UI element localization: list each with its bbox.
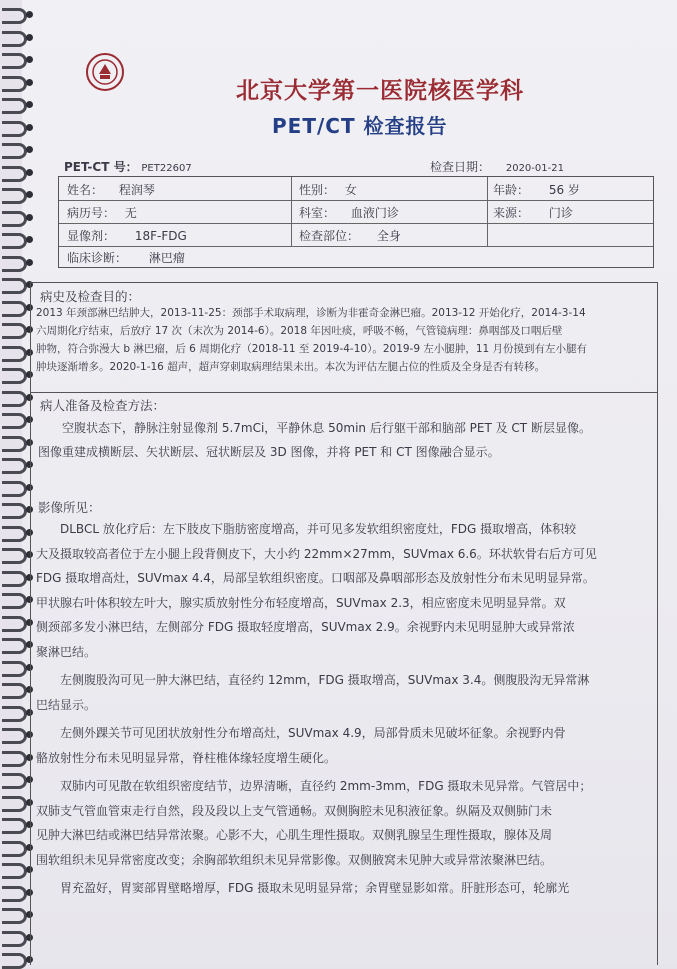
binding-ring bbox=[2, 796, 27, 812]
sex-value: 女 bbox=[344, 183, 357, 197]
binding-hole bbox=[26, 79, 33, 86]
site-label: 检查部位： bbox=[299, 229, 360, 243]
binding-hole bbox=[26, 11, 33, 18]
binding-ring bbox=[2, 31, 27, 47]
binding-ring bbox=[2, 863, 27, 879]
findings-line: 围软组织未见异常密度改变；余胸部软组织未见异常影像。双侧腋窝未见肿大或异常浓聚淋巴结。 bbox=[36, 852, 553, 867]
exam-date: 2020-01-21 bbox=[505, 163, 564, 174]
petct-number: PET22607 bbox=[141, 163, 192, 174]
binding-ring bbox=[2, 391, 27, 407]
binding-ring bbox=[2, 368, 27, 384]
record-field bbox=[67, 204, 137, 221]
binding-hole bbox=[26, 146, 33, 153]
source-field bbox=[493, 204, 573, 221]
binding-ring bbox=[2, 458, 27, 474]
binding-ring bbox=[2, 76, 27, 92]
binding-ring bbox=[2, 908, 27, 924]
history-line: 六周期化疗结束，后放疗 17 次（末次为 2014-6）。2018 年因吐痰，呼吸不畅，气管镜病理：鼻咽部及口咽后壁 bbox=[36, 325, 563, 337]
findings-line: 侧颈部多发小淋巴结，左侧部分 FDG 摄取轻度增高，SUVmax 2.9。余视野内未见明显肿大或异常浓 bbox=[36, 620, 575, 634]
diagnosis-label: 临床诊断： bbox=[67, 251, 128, 265]
binding-ring bbox=[2, 593, 27, 609]
binding-ring bbox=[2, 346, 27, 362]
age-field bbox=[493, 181, 580, 198]
binding-ring bbox=[2, 953, 27, 969]
history-line: 肿块逐渐增多。2020-1-16 超声，超声穿刺取病理结果未出。本次为评估左腿占位的性质及全身是否有转移。 bbox=[36, 361, 546, 373]
binding-ring bbox=[2, 166, 27, 182]
report-title: PET/CT 检查报告 bbox=[272, 114, 448, 138]
findings-line: 双肺支气管血管束走行自然，段及段以上支气管通畅。双侧胸腔未见积液征象。纵隔及双侧肺门未 bbox=[36, 803, 553, 818]
dept-label: 科室： bbox=[299, 206, 336, 220]
agent-label: 显像剂： bbox=[67, 229, 116, 243]
binding-ring bbox=[2, 98, 27, 114]
prep-text bbox=[38, 416, 591, 464]
petct-label: PET-CT 号： bbox=[64, 160, 138, 174]
binding-ring bbox=[2, 121, 27, 137]
site-field bbox=[299, 227, 401, 244]
findings-line: FDG 摄取增高灶，SUVmax 4.4，局部呈软组织密度。口咽部及鼻咽部形态及放射性分布未见明显异常。 bbox=[36, 571, 595, 585]
age-value: 56 岁 bbox=[548, 183, 580, 197]
binding-ring bbox=[2, 728, 27, 744]
record-value: 无 bbox=[124, 206, 137, 220]
binding-ring bbox=[2, 481, 27, 497]
findings-line: 左侧腹股沟可见一肿大淋巴结，直径约 12mm，FDG 摄取增高，SUVmax 3.4。侧腹股沟无异常淋 bbox=[60, 673, 590, 687]
diagnosis-value: 淋巴瘤 bbox=[148, 251, 185, 265]
binding-hole bbox=[26, 34, 33, 41]
institution-name: 北京大学第一医院核医学科 bbox=[236, 77, 524, 104]
record-label: 病历号： bbox=[67, 206, 116, 220]
binding-ring bbox=[2, 548, 27, 564]
binding-ring bbox=[2, 526, 27, 542]
prep-line: 空腹状态下，静脉注射显像剂 5.7mCi，平静休息 50min 后行躯干部和脑部 PET 及 CT 断层显像。 bbox=[62, 421, 591, 435]
binding-ring bbox=[2, 436, 27, 452]
findings-heading: 影像所见： bbox=[38, 500, 101, 515]
history-text bbox=[36, 304, 646, 376]
binding-ring bbox=[2, 706, 27, 722]
binding-ring bbox=[2, 278, 27, 294]
findings-line: 甲状腺右叶体积较左叶大，腺实质放射性分布轻度增高，SUVmax 2.3，相应密度未见明显异常。双 bbox=[36, 595, 566, 610]
binding-hole bbox=[26, 124, 33, 131]
binding-ring bbox=[2, 638, 27, 654]
prep-line: 图像重建成横断层、矢状断层、冠状断层及 3D 图像，并将 PET 和 CT 图像融合显示。 bbox=[38, 445, 500, 459]
exam-date-row bbox=[430, 158, 564, 175]
binding-ring bbox=[2, 931, 27, 947]
source-value: 门诊 bbox=[548, 206, 573, 220]
binding-ring bbox=[2, 53, 27, 69]
binding-ring bbox=[2, 301, 27, 317]
sex-field bbox=[299, 181, 357, 198]
binding-hole bbox=[26, 191, 33, 198]
binding-ring bbox=[2, 143, 27, 159]
name-label: 姓名： bbox=[67, 183, 104, 197]
findings-line: 左侧外踝关节可见团状放射性分布增高灶，SUVmax 4.9，局部骨质未见破坏征象。余视野内骨 bbox=[60, 726, 566, 740]
binding-ring bbox=[2, 751, 27, 767]
binding-ring bbox=[2, 886, 27, 902]
binding-ring bbox=[2, 503, 27, 519]
history-line: 肿物，符合弥漫大 b 淋巴瘤，后 6 周期化疗（2018-11 至 2019-4-10）。2019-9 左小腿肿，11 月份摸到有左小腿有 bbox=[36, 343, 588, 355]
source-label: 来源： bbox=[493, 206, 530, 220]
binding-ring bbox=[2, 8, 27, 24]
binding-hole bbox=[26, 214, 33, 221]
findings-line: 大及摄取较高者位于左小腿上段背侧皮下，大小约 22mm×27mm，SUVmax 6.6。环状软骨右后方可见 bbox=[36, 546, 597, 561]
binding-hole bbox=[26, 56, 33, 63]
findings-text bbox=[36, 517, 597, 901]
dept-field bbox=[299, 204, 399, 221]
patient-info-table bbox=[58, 176, 654, 268]
binding-ring bbox=[2, 773, 27, 789]
dept-value: 血液门诊 bbox=[350, 206, 399, 220]
findings-line: DLBCL 放化疗后：左下肢皮下脂肪密度增高，并可见多发软组织密度灶，FDG 摄取增高，体积较 bbox=[60, 522, 577, 536]
findings-line: 胃充盈好，胃窦部胃壁略增厚，FDG 摄取未见明显异常；余胃壁显影如常。肝脏形态可，轮廓光 bbox=[60, 881, 570, 895]
binding-ring bbox=[2, 571, 27, 587]
binding-ring bbox=[2, 323, 27, 339]
findings-line: 双肺内可见散在软组织密度结节，边界清晰，直径约 2mm-3mm，FDG 摄取未见异常。气管居中； bbox=[60, 779, 592, 793]
binding-ring bbox=[2, 233, 27, 249]
age-label: 年龄： bbox=[493, 183, 530, 197]
findings-line: 见肿大淋巴结或淋巴结异常浓聚。心影不大，心肌生理性摄取。双侧乳腺呈生理性摄取，腺体及周 bbox=[36, 828, 553, 842]
findings-line: 巴结显示。 bbox=[36, 697, 97, 712]
history-heading: 病史及检查目的： bbox=[40, 289, 141, 304]
agent-field bbox=[67, 227, 187, 244]
prep-heading: 病人准备及检查方法： bbox=[40, 398, 166, 413]
binding-ring bbox=[2, 683, 27, 699]
binding-hole bbox=[26, 236, 33, 243]
binding-ring bbox=[2, 256, 27, 272]
name-field bbox=[67, 181, 155, 198]
exam-date-label: 检查日期： bbox=[430, 160, 491, 174]
binding-ring bbox=[2, 661, 27, 677]
binding-ring bbox=[2, 413, 27, 429]
section-divider bbox=[30, 392, 658, 393]
site-value: 全身 bbox=[376, 229, 401, 243]
binding-hole bbox=[26, 101, 33, 108]
name-value: 程润琴 bbox=[118, 183, 155, 197]
history-line: 2013 年颈部淋巴结肿大，2013-11-25：颈部手术取病理，诊断为非霍奇金淋巴瘤。2013-12 开始化疗，2014-3-14 bbox=[36, 307, 586, 319]
hospital-logo-icon bbox=[85, 52, 125, 92]
binding-hole bbox=[26, 259, 33, 266]
binding-ring bbox=[2, 188, 27, 204]
findings-line: 聚淋巴结。 bbox=[36, 644, 97, 659]
binding-ring bbox=[2, 211, 27, 227]
agent-value: 18F-FDG bbox=[134, 229, 187, 243]
binding-hole bbox=[26, 169, 33, 176]
petct-number-row bbox=[64, 158, 192, 175]
binding-ring bbox=[2, 616, 27, 632]
binding-ring bbox=[2, 841, 27, 857]
findings-line: 骼放射性分布未见明显异常，脊柱椎体缘轻度增生硬化。 bbox=[36, 750, 337, 765]
sex-label: 性别： bbox=[299, 183, 336, 197]
diagnosis-field bbox=[67, 249, 185, 266]
binding-ring bbox=[2, 818, 27, 834]
